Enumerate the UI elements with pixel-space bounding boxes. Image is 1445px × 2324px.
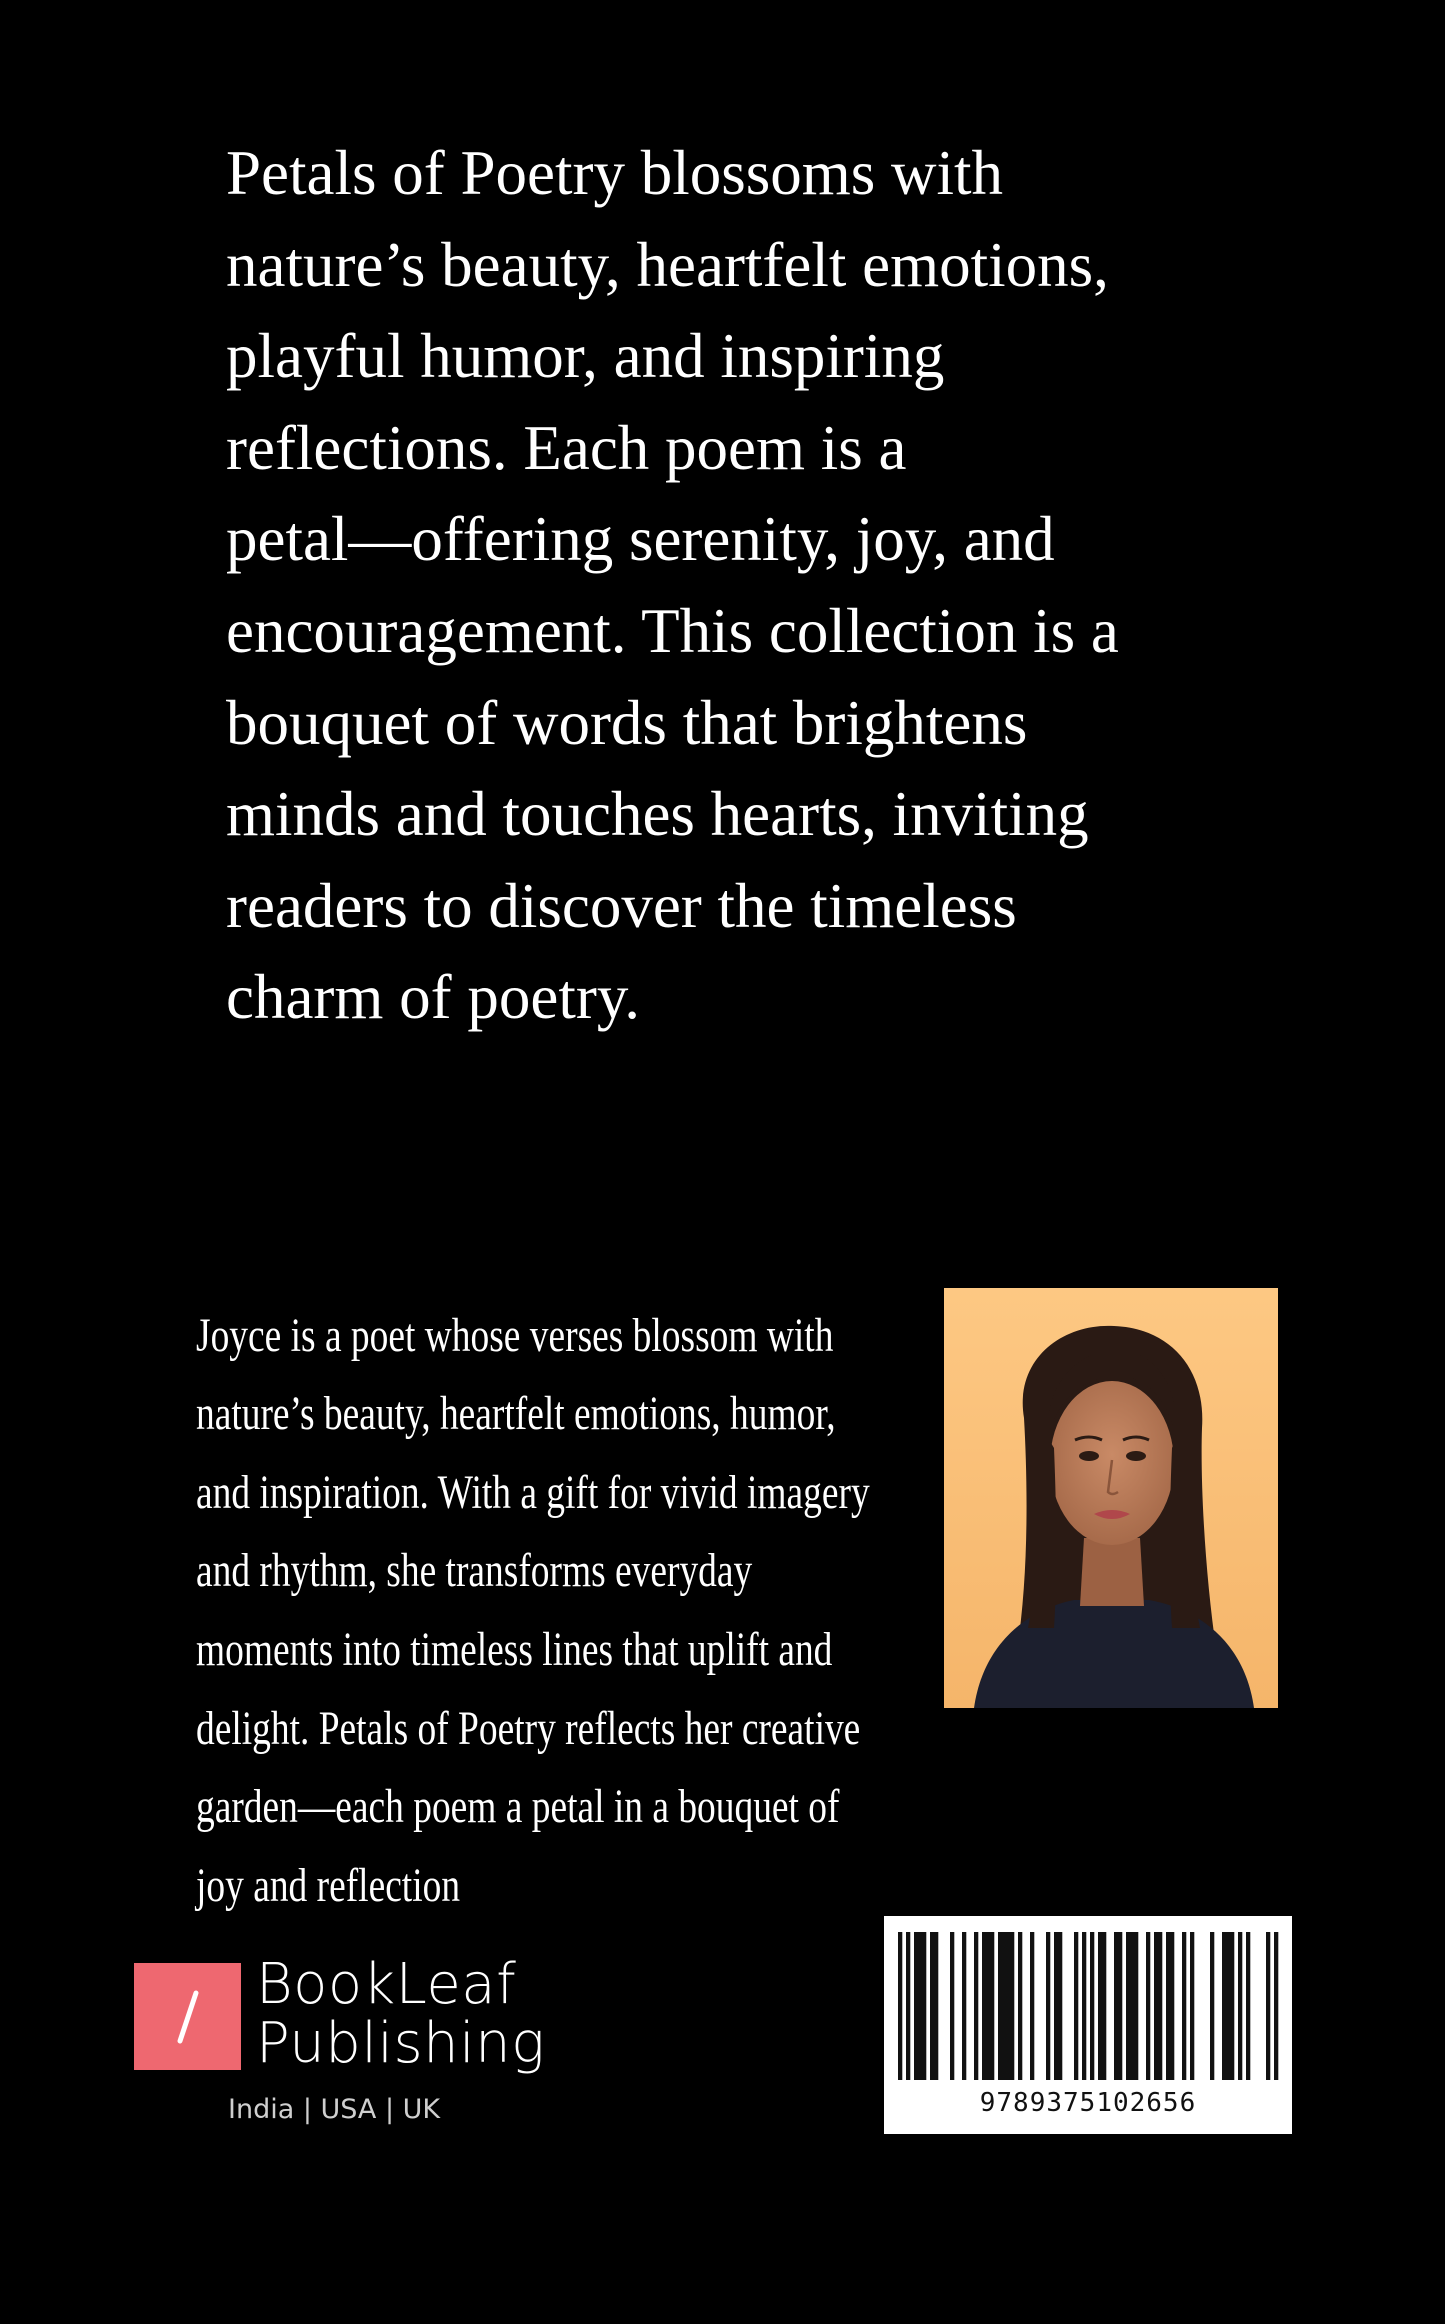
barcode-bar (1222, 1932, 1226, 2080)
barcode-bar (906, 1932, 910, 2080)
barcode-bar (998, 1932, 1002, 2080)
book-blurb: Petals of Poetry blossoms with nature’s beauty, heartfelt emotions, playful humor, and inspiring reflections. Each poem is a petal—offering serenity, joy, and encouragement. This collection is a bouquet of words that brightens minds and touches hearts, inviting readers to discover the timeless charm of poetry. (226, 138, 1119, 1033)
barcode-bar (1126, 1932, 1130, 2080)
barcode-bar (990, 1932, 994, 2080)
barcode-bar (1134, 1932, 1138, 2080)
barcode-bar (950, 1932, 954, 2080)
barcode-bar (974, 1932, 978, 2080)
slash-icon (134, 1963, 241, 2070)
barcode-bar (934, 1932, 938, 2080)
barcode-bar (1098, 1932, 1102, 2080)
barcode-bar (1114, 1932, 1118, 2080)
author-bio (196, 1218, 870, 2004)
barcode-bar (898, 1932, 902, 2080)
barcode-bar (1226, 1932, 1230, 2080)
barcode-bar (1054, 1932, 1058, 2080)
barcode-bar (1182, 1932, 1186, 2080)
barcode-bar (914, 1932, 918, 2080)
barcode-bar (1010, 1932, 1014, 2080)
barcode-bar (1274, 1932, 1278, 2080)
isbn-barcode (884, 1916, 1292, 2134)
author-portrait-icon (944, 1288, 1278, 1708)
barcode-bar (1130, 1932, 1134, 2080)
author-photo (944, 1288, 1278, 1708)
publisher-name-line2: Publishing (256, 2011, 546, 2076)
barcode-bar (1082, 1932, 1086, 2080)
barcode-bar (1246, 1932, 1250, 2080)
barcode-bar (1154, 1932, 1158, 2080)
barcode-bar (962, 1932, 966, 2080)
barcode-bar (986, 1932, 990, 2080)
barcode-bar (1158, 1932, 1162, 2080)
barcode-bar (1046, 1932, 1050, 2080)
publisher-logo (134, 1952, 546, 2125)
isbn-number: 9789375102656 (979, 2088, 1197, 2118)
barcode-bar (1238, 1932, 1242, 2080)
barcode-bar (1146, 1932, 1150, 2080)
barcode-bar (1074, 1932, 1078, 2080)
author-bio-text: Joyce is a poet whose verses blossom with nature’s beauty, heartfelt emotions, humor, and inspiration. With a gift for vivid imagery and rhythm, she transforms everyday moments into timeless lines that uplift and delight. Petals of Poetry reflects her creative garden—each poem a petal in a bouquet of joy and reflection (196, 1308, 870, 1912)
barcode-bar (1210, 1932, 1214, 2080)
barcode-bar (1190, 1932, 1194, 2080)
barcode-bar (1230, 1932, 1234, 2080)
publisher-logo-mark (134, 1963, 241, 2070)
barcode-bar (1002, 1932, 1006, 2080)
barcode-bar (1266, 1932, 1270, 2080)
barcode-bar (1118, 1932, 1122, 2080)
barcode-bar (930, 1932, 934, 2080)
publisher-regions: India | USA | UK (228, 2094, 441, 2125)
publisher-name (256, 1952, 546, 2076)
barcode-bar (1170, 1932, 1174, 2080)
barcode-bar (922, 1932, 926, 2080)
barcode-bar (1030, 1932, 1034, 2080)
barcode-bar (1006, 1932, 1010, 2080)
barcode-bar (1102, 1932, 1106, 2080)
barcode-bar (918, 1932, 922, 2080)
barcode-bar (1166, 1932, 1170, 2080)
barcode-bar (982, 1932, 986, 2080)
barcode-bar (1018, 1932, 1022, 2080)
barcode-bar (1058, 1932, 1062, 2080)
barcode-bar (1090, 1932, 1094, 2080)
publisher-name-line1: BookLeaf (256, 1952, 517, 2017)
